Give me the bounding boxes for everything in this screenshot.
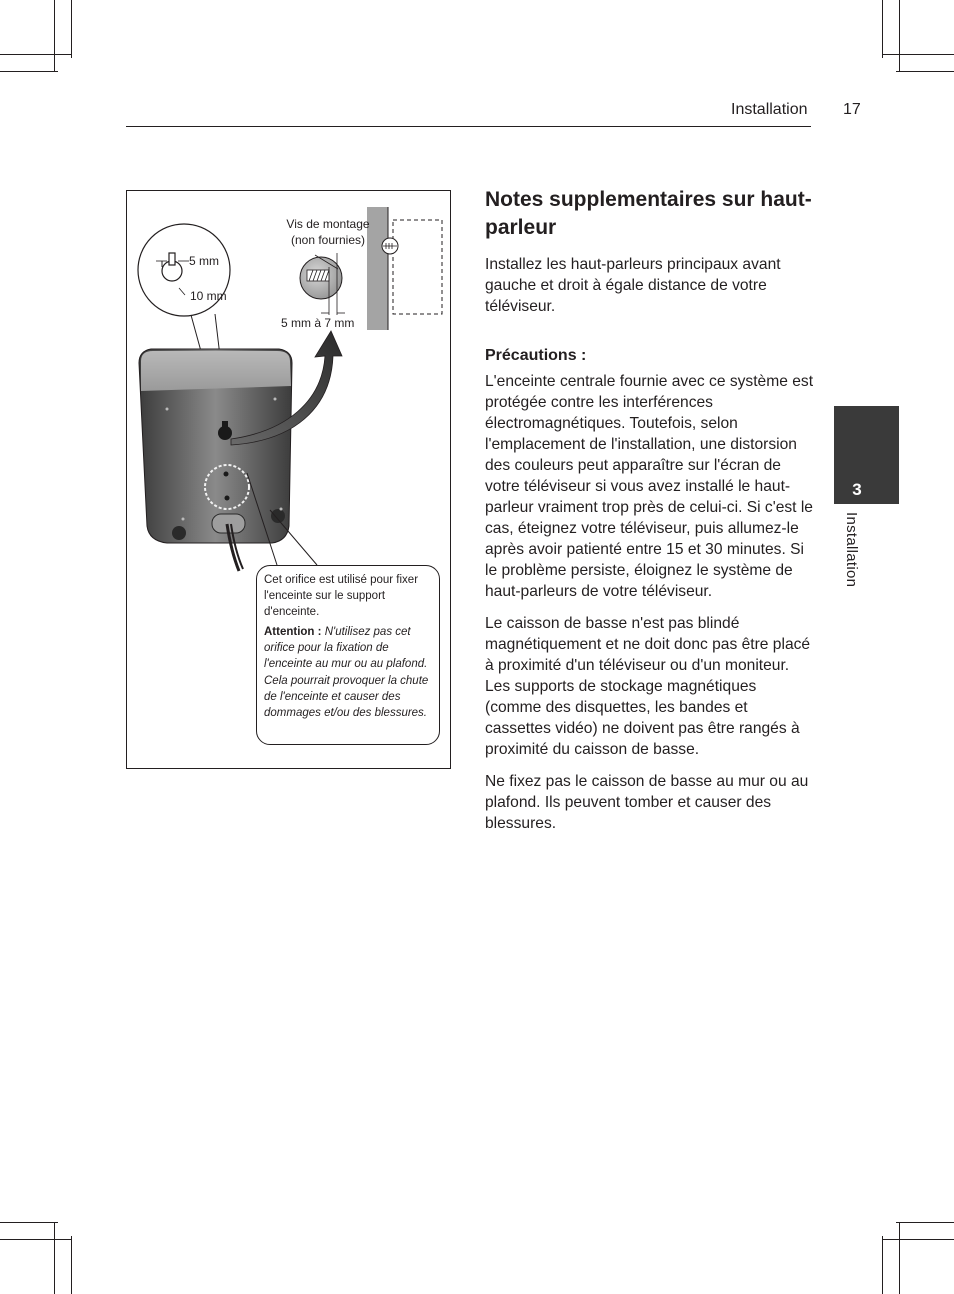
screw-label-line1: Vis de montage: [286, 217, 370, 231]
crop-mark: [882, 54, 954, 55]
page-number: 17: [843, 101, 861, 118]
intro-paragraph: [485, 254, 815, 317]
crop-mark: [882, 0, 883, 58]
precautions-paragraph-3: Ne fixez pas le caisson de basse au mur ou au plafond. Ils peuvent tomber et causer des blessures.: [485, 773, 809, 832]
crop-mark: [0, 1222, 58, 1223]
dim-10mm-label: 10 mm: [190, 289, 227, 303]
intro-text: Installez les haut-parleurs principaux avant gauche et droit à égale distance de votre téléviseur.: [485, 256, 781, 315]
running-header-section: Installation: [731, 101, 808, 118]
stand-hole-note: [256, 565, 440, 745]
crop-mark: [54, 0, 55, 72]
crop-mark: [71, 0, 72, 58]
dim-5mm-label: 5 mm: [189, 254, 219, 268]
screw-gap-label: 5 mm à 7 mm: [281, 316, 355, 330]
crop-mark: [0, 1239, 72, 1240]
crop-mark: [54, 1222, 55, 1294]
chapter-tab: [834, 406, 899, 504]
crop-mark: [882, 1239, 954, 1240]
screw-label: [268, 217, 388, 248]
crop-mark: [0, 71, 58, 72]
attention-label: Attention :: [264, 626, 322, 639]
speaker-mounting-figure: [126, 190, 451, 769]
attention-note: [264, 624, 433, 721]
crop-mark: [896, 71, 954, 72]
note-text: Cet orifice est utilisé pour fixer l'enceinte sur le support d'enceinte.: [264, 574, 419, 619]
header-rule: [126, 126, 811, 127]
attention-text: N'utilisez pas cet orifice pour la fixation de l'enceinte au mur ou au plafond. Cela pourrait provoquer la chute de l'enceinte et causer des dommages et/ou des blessures.: [264, 626, 429, 719]
precautions-paragraph-1: L'enceinte centrale fournie avec ce système est protégée contre les interférences électromagnétiques. Toutefois, selon l'emplacement de l'installation, une distorsion des couleurs peut apparaître sur l'écran de votre téléviseur si vous avez installé le haut-parleur vraiment trop près de celui-ci. Si c'est le cas, éteignez votre téléviseur, puis allumez-le après avoir patienté entre 15 et 30 minutes. Si le problème persiste, éloignez le système de haut-parleurs de votre téléviseur.: [485, 373, 814, 600]
precautions-paragraph-2: Le caisson de basse n'est pas blindé magnétiquement et ne doit donc pas être placé à proximité d'un téléviseur ou d'un moniteur. Les supports de stockage magnétiques (comme des disquettes, les bandes et cassettes vidéo) ne doivent pas être rangés à proximité du caisson de basse.: [485, 615, 811, 758]
chapter-number: 3: [852, 480, 862, 499]
section-title: Notes supplementaires sur haut-parleur: [485, 188, 812, 239]
crop-mark: [899, 1222, 900, 1294]
crop-mark: [0, 54, 72, 55]
chapter-side-label: Installation: [843, 512, 860, 588]
precautions-section: [485, 345, 815, 834]
crop-mark: [71, 1236, 72, 1294]
crop-mark: [896, 1222, 954, 1223]
crop-mark: [899, 0, 900, 72]
precautions-heading: Précautions :: [485, 347, 587, 364]
crop-mark: [882, 1236, 883, 1294]
speaker-outline-dashed: [393, 220, 442, 314]
screw-label-line2: (non fournies): [290, 232, 366, 247]
